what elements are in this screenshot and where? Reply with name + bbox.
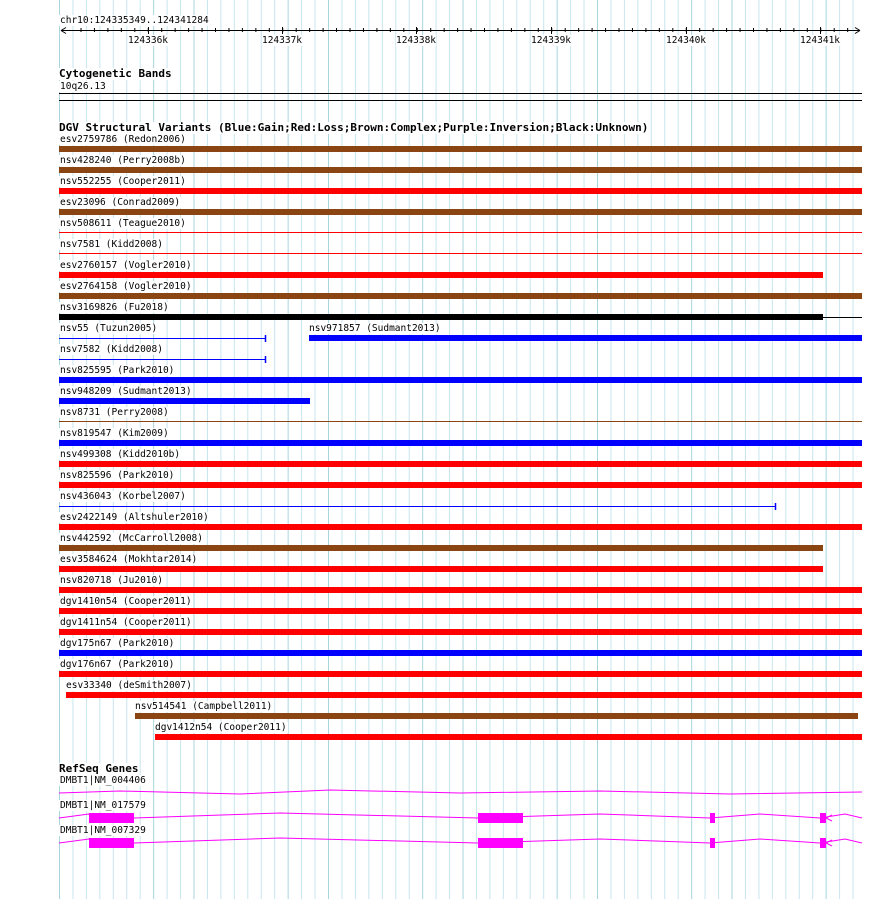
variant-bar — [59, 146, 862, 152]
variant-bar — [59, 566, 823, 572]
variant-label[interactable]: nsv971857 (Sudmant2013) — [309, 323, 441, 334]
gene-label[interactable]: DMBT1|NM_017579 — [60, 800, 146, 811]
variant-label[interactable]: nsv825595 (Park2010) — [60, 365, 175, 376]
gene-exon — [820, 838, 826, 848]
variant-bar — [59, 314, 823, 320]
variant-bar — [59, 461, 862, 467]
gene-intron-line — [59, 790, 862, 794]
variant-label[interactable]: esv2422149 (Altshuler2010) — [60, 512, 209, 523]
variant-bar — [59, 188, 862, 194]
cytoband-track-title: Cytogenetic Bands — [59, 67, 172, 80]
variant-bar — [59, 272, 823, 278]
variant-label[interactable]: dgv1412n54 (Cooper2011) — [155, 722, 287, 733]
variant-bar — [59, 440, 862, 446]
variant-bar — [59, 587, 862, 593]
variant-label[interactable]: nsv436043 (Korbel2007) — [60, 491, 186, 502]
gene-exon — [478, 813, 523, 823]
variant-label[interactable]: nsv514541 (Campbell2011) — [135, 701, 273, 712]
variant-label[interactable]: esv2760157 (Vogler2010) — [60, 260, 192, 271]
ruler-tick-label: 124340k — [665, 35, 707, 46]
variant-label[interactable]: esv2759786 (Redon2006) — [60, 134, 186, 145]
variant-label[interactable]: nsv428240 (Perry2008b) — [60, 155, 186, 166]
variant-bar — [59, 671, 862, 677]
gene-exon — [710, 813, 715, 823]
gene-intron-line — [59, 838, 862, 843]
variant-bar — [59, 629, 862, 635]
ruler-tick-label: 124339k — [530, 35, 572, 46]
variant-label[interactable]: esv3584624 (Mokhtar2014) — [60, 554, 198, 565]
variant-label[interactable]: esv2764158 (Vogler2010) — [60, 281, 192, 292]
variant-label[interactable]: nsv7582 (Kidd2008) — [60, 344, 163, 355]
ruler-title: chr10:124335349..124341284 — [60, 15, 209, 26]
variant-label[interactable]: nsv552255 (Cooper2011) — [60, 176, 186, 187]
ruler-tick-label: 124341k — [799, 35, 841, 46]
variant-label[interactable]: nsv948209 (Sudmant2013) — [60, 386, 192, 397]
gene-exon — [710, 838, 715, 848]
variant-bar — [66, 692, 862, 698]
variant-label[interactable]: nsv508611 (Teague2010) — [60, 218, 186, 229]
variant-label[interactable]: esv23096 (Conrad2009) — [60, 197, 181, 208]
gene-strand-arrow — [826, 815, 832, 821]
variant-label[interactable]: nsv442592 (McCarroll2008) — [60, 533, 203, 544]
ruler-tick-label: 124338k — [395, 35, 437, 46]
gene-exon — [820, 813, 826, 823]
variant-label[interactable]: dgv175n67 (Park2010) — [60, 638, 175, 649]
variant-bar — [59, 293, 862, 299]
variant-bar — [59, 167, 862, 173]
gene-exon — [89, 813, 134, 823]
cytoband-label: 10q26.13 — [60, 81, 106, 92]
variant-label[interactable]: dgv1410n54 (Cooper2011) — [60, 596, 192, 607]
gene-label[interactable]: DMBT1|NM_004406 — [60, 775, 146, 786]
variant-bar — [59, 377, 862, 383]
variant-bar — [135, 713, 858, 719]
variant-label[interactable]: nsv55 (Tuzun2005) — [60, 323, 158, 334]
gene-intron-line — [59, 813, 862, 818]
variant-bar — [155, 734, 862, 740]
variant-bar — [59, 650, 862, 656]
variant-bar — [59, 545, 823, 551]
variant-label[interactable]: nsv819547 (Kim2009) — [60, 428, 169, 439]
gene-glyphs — [59, 790, 862, 848]
variant-bar — [59, 608, 862, 614]
gene-exon — [478, 838, 523, 848]
variant-label[interactable]: dgv176n67 (Park2010) — [60, 659, 175, 670]
variant-label[interactable]: nsv820718 (Ju2010) — [60, 575, 163, 586]
variant-label[interactable]: nsv7581 (Kidd2008) — [60, 239, 163, 250]
variant-label[interactable]: nsv499308 (Kidd2010b) — [60, 449, 181, 460]
ruler-tick-label: 124337k — [261, 35, 303, 46]
gene-label[interactable]: DMBT1|NM_007329 — [60, 825, 146, 836]
variant-glyphs — [59, 146, 862, 740]
gene-exon — [89, 838, 134, 848]
variant-label[interactable]: esv33340 (deSmith2007) — [66, 680, 192, 691]
variant-bar — [59, 209, 862, 215]
variant-label[interactable]: nsv8731 (Perry2008) — [60, 407, 169, 418]
ruler-tick-label: 124336k — [127, 35, 169, 46]
dgv-track-title: DGV Structural Variants (Blue:Gain;Red:Loss;Brown:Complex;Purple:Inversion;Black:Unknown) — [59, 121, 649, 134]
gene-strand-arrow — [826, 840, 832, 846]
variant-bar — [59, 524, 862, 530]
refseq-track-title: RefSeq Genes — [59, 762, 139, 775]
variant-bar — [309, 335, 862, 341]
variant-bar — [59, 482, 862, 488]
variant-label[interactable]: dgv1411n54 (Cooper2011) — [60, 617, 192, 628]
variant-bar — [59, 398, 310, 404]
variant-label[interactable]: nsv825596 (Park2010) — [60, 470, 175, 481]
variant-label[interactable]: nsv3169826 (Fu2018) — [60, 302, 169, 313]
